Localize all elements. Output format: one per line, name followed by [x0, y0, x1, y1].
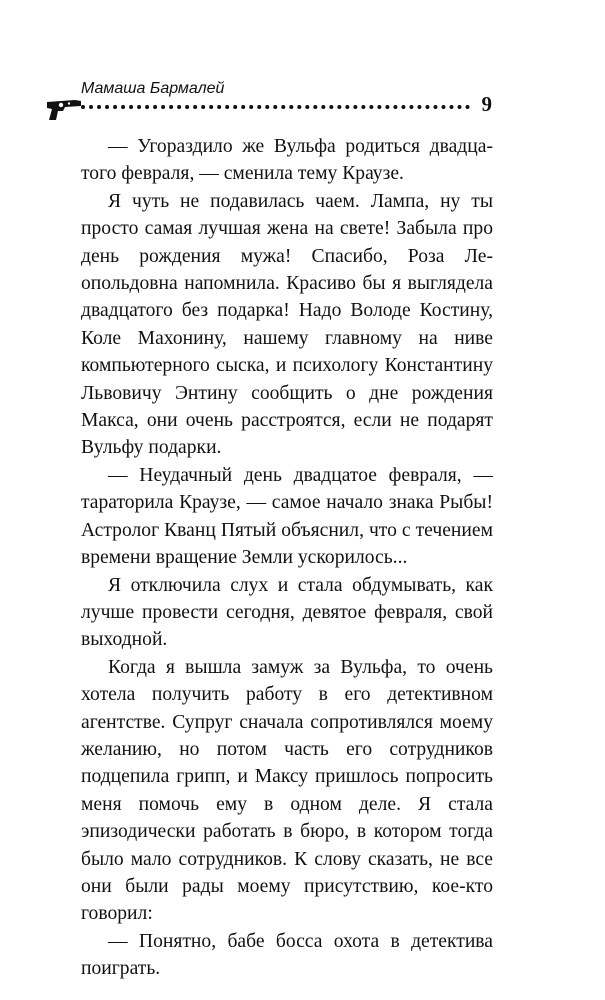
paragraph: — Понятно, бабе босса охота в детектива поиграть.: [81, 930, 493, 980]
paragraph: Я чуть не подавилась чаем. Лампа, ну ты просто самая лучшая жена на свете! Забыла про день рождения мужа! Спасибо, Роза Леопольдовна напомнила. Красиво бы я выглядела двадцатого без подарка! Надо Володе Костину, Коле Махонину, нашему главному на ниве компьютерного сыска, и психологу Константину Львовичу Энтину сообщить о дне рождения Макса, они очень расстроятся, если не подарят Вульфу подарки.: [81, 190, 493, 459]
book-title: Мамаша Бармалей: [81, 80, 225, 97]
paragraph: — Неудачный день двадцатое февраля, — тараторила Краузе, — самое начало знака Рыбы! Астролог Кванц Пятый объяснил, что с течением времени вращение Земли ускорилось...: [81, 464, 493, 569]
paragraph: — Угораздило же Вульфа родиться двадцатого февраля, — сменила тему Краузе.: [81, 136, 493, 185]
paragraph: Когда я вышла замуж за Вульфа, то очень хотела получить работу в его детективном агентстве. Супруг сначала сопротивлялся моему желанию, но потом часть его сотрудников подцепила грипп, и Максу пришлось попросить меня помочь ему в одном деле. Я стала эпизодически работать в бюро, в котором тогда было мало сотрудников. К слову сказать, не все они были рады моему присутствию, кое-кто говорил:: [81, 656, 493, 925]
header-dotted-rule: [81, 105, 470, 109]
paragraph: Я отключила слух и стала обдумывать, как лучше провести сегодня, девятое февраля, свой выходной.: [81, 574, 493, 651]
revolver-icon: [45, 98, 83, 122]
page-number: 9: [481, 92, 492, 116]
running-header: [45, 78, 500, 123]
page-body: [81, 133, 493, 983]
